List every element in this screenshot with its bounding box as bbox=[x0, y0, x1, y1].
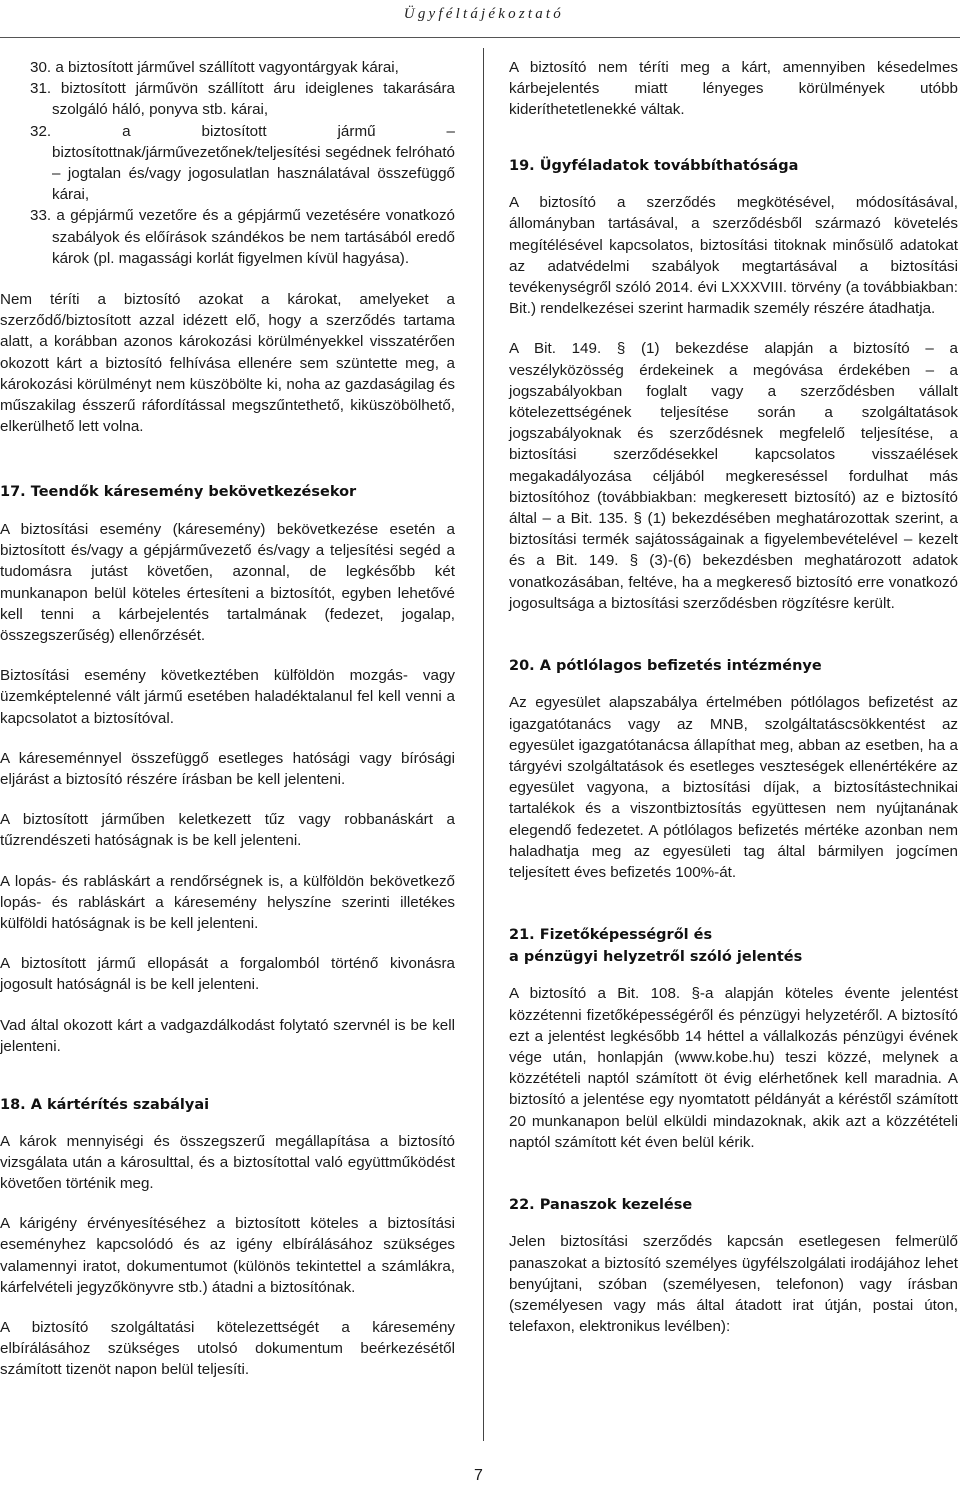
exclusion-item-30: 30. a biztosított járművel szállított vagyontárgyak kárai, bbox=[30, 59, 399, 76]
section-17-paragraph: A káreseménnyel összefüggő esetleges hatósági vagy bírósági eljárást a biztosító részére írásban be kell jelenteni. bbox=[0, 749, 455, 788]
exclusion-paragraph: Nem téríti a biztosító azokat a károkat, amelyeket a szerződő/biztosított azzal idézett elő, hogy a szerződés tartama alatt, a korábban azonos károkozási körülményekkel visszatérően okozott kárt a biztosító felhívása ellenére sem szüntette meg, a károkozási körülményt nem küszöbölte ki, noha az gazdaságilag és műszakilag ésszerű ráfordítással megszűntethető, kiküszöbölhető, elkerülhető lett volna. bbox=[0, 291, 455, 436]
page-number: 7 bbox=[474, 1467, 483, 1484]
section-21-title-line2: a pénzügyi helyzetről szóló jelentés bbox=[509, 948, 803, 965]
section-21-paragraph: A biztosító a Bit. 108. §-a alapján köteles évente jelentést közzétenni fizetőképességéről és pénzügyi helyzetéről. A biztosító ezt a jelentést legkésőbb 14 héttel a vállalkozás pénzügyi évének vége után, honlapján (www.kobe.hu) teszi közzé, melynek a közzétételi naptól számított öt évig elérhetőnek kell maradnia. A biztosító a jelentése egy nyomtatott példányát a kéréstől számított 20 munkanapon belül elküldi mindazoknak, akik azt a közzétételi naptól számított két éven belül kérik. bbox=[509, 985, 958, 1151]
left-column bbox=[0, 57, 455, 1381]
exclusion-item-31: 31. biztosított járművön szállított áru ideiglenes takarására szolgáló háló, ponyva stb. kárai, bbox=[30, 80, 455, 119]
section-18-paragraph: A kárigény érvényesítéséhez a biztosított köteles a biztosítási eseményhez kapcsolódó és az igény elbírálásához szükséges valamennyi iratot, dokumentumot (különös tekintettel a számlákra, kárfelvételi jegyzőkönyvre stb.) átadni a biztosítónak. bbox=[0, 1215, 455, 1296]
section-18-paragraph: A biztosító szolgáltatási kötelezettségét a káresemény elbírálásához szükséges utolsó dokumentum beérkezésétől számított tizenöt napon belül teljesíti. bbox=[0, 1318, 455, 1379]
section-20-title: 20. A pótlólagos befizetés intézménye bbox=[509, 657, 822, 674]
section-17-paragraph: A lopás- és rabláskárt a rendőrségnek is, a külföldön bekövetkező lopás- és rabláskárt a káresemény helyszíne szerinti illetékes külföldi hatóságnak is be kell jelenteni. bbox=[0, 872, 455, 932]
running-header: Ügyféltájékoztató bbox=[403, 6, 564, 22]
section-18-paragraph: A károk mennyiségi és összegszerű megállapítása a biztosító vizsgálata után a károsulttal, és a biztosítottal való együttműködést követően történik meg. bbox=[0, 1132, 455, 1192]
section-18-title: 18. A kártérítés szabályai bbox=[0, 1097, 210, 1114]
section-20-paragraph: Az egyesület alapszabálya értelmében pótlólagos befizetést az igazgatótanács vagy az MNB, szolgáltatáscsökkentést az egyesület igazgatótanácsa állapíthat meg, abban az esetben, ha a tárgyévi szolgáltatások és esetleges veszteségek ellenértékére az egyesület vagyona, a biztosítási díjak, a biztosítástechnikai tartalékok és a viszontbiztosítás együttesen nem nyújtanának elegendő fedezetet. A pótlólagos befizetés mértéke azonban nem haladhatja meg az egyesületi tag által bármilyen jogcímen teljesített éves befizetés 100%-át. bbox=[509, 694, 958, 882]
section-19-title: 19. Ügyféladatok továbbíthatósága bbox=[509, 157, 799, 174]
exclusion-item-33: 33. a gépjármű vezetőre és a gépjármű vezetésére vonatkozó szabályok és előírások szándékos be nem tartásából eredő károk (pl. magassági korlát figyelmen kívül hagyása). bbox=[30, 207, 455, 267]
section-22-title: 22. Panaszok kezelése bbox=[509, 1196, 693, 1213]
exclusion-item-32: 32. a biztosított jármű – biztosítottnak/járművezetőnek/teljesítési segédnek felróható – jogtalan és/vagy jogosulatlan használatával összefüggő kárai, bbox=[30, 122, 455, 204]
section-17-paragraph: Biztosítási esemény következtében külföldön mozgás- vagy üzemképtelenné vált jármű esetében haladéktalanul fel kell venni a kapcsolatot a biztosítóval. bbox=[0, 667, 455, 727]
section-19-paragraph: A biztosító a szerződés megkötésével, módosításával, állományban tartásával, a szerződésből származó követelés megítélésével kapcsolatos, biztosítási titoknak minősülő adatokat az adatvédelmi szabályok megtartásával a biztosítási tevékenységről szóló 2014. évi LXXXVIII. törvény (a továbbiakban: Bit.) rendelkezései szerint harmadik személy részére átadhatja. bbox=[509, 194, 958, 318]
section-21-title bbox=[509, 925, 958, 968]
section-17-paragraph: A biztosított jármű ellopását a forgalomból történő kivonásra jogosult hatóságnál is be kell jelenteni. bbox=[0, 955, 455, 994]
right-column bbox=[509, 57, 958, 1337]
section-22-paragraph: Jelen biztosítási szerződés kapcsán esetlegesen felmerülő panaszokat a biztosító személyes ügyfélszolgálati irodájához lehet benyújtani, szóban (személyesen, telefonon) vagy írásban (személyesen vagy más által átadott irat útján, postai úton, telefaxon, elektronikus levélben): bbox=[509, 1233, 958, 1336]
section-17-paragraph: A biztosítási esemény (káresemény) bekövetkezése esetén a biztosított és/vagy a gépjárművezető és/vagy a teljesítési segéd a tudomásra jutást követően, azonnal, de legkésőbb két munkanapon belül köteles értesíteni a biztosítót, egyben lehetővé kell tenni a kárbejelentés tartalmának (fedezet, jogalap, összegszerűség) ellenőrzését. bbox=[0, 520, 455, 644]
column-divider bbox=[483, 48, 484, 1441]
section-17-title: 17. Teendők káresemény bekövetkezésekor bbox=[0, 484, 357, 501]
section-17-paragraph: A biztosított járműben keletkezett tűz vagy robbanáskárt a tűzrendészeti hatóságnak is be kell jelenteni. bbox=[0, 811, 455, 850]
section-19-paragraph: A Bit. 149. § (1) bekezdése alapján a biztosító – a veszélyközösség érdekeinek a megóvása érdekében – a jogszabályokban foglalt vagy a szerződésben vállalt kötelezettségének teljesítése során a szolgáltatások jogszabályoknak és szerződésnek megfelelő teljesítése, a biztosítási szerződésekkel kapcsolatos visszaélések megakadályozása céljából megkereséssel fordulhat más biztosítóhoz (továbbiakban: megkeresett biztosító) az e biztosító által – a Bit. 135. § (1) bekezdésében meghatározottak szerint, a biztosítási termék sajátosságainak a figyelembevételével – kezelt és a Bit. 149. § (3)-(6) bekezdésben meghatározott adatok vonatkozásában, feltéve, ha a megkereső biztosító erre vonatkozó jogosultsága a biztosítási szerződésben rögzítésre került. bbox=[509, 340, 958, 612]
section-21-title-line1: 21. Fizetőképességről és bbox=[509, 927, 713, 944]
late-notification-paragraph: A biztosító nem téríti meg a kárt, amennyiben késedelmes kárbejelentés miatt lényeges körülmények utóbb kideríthetetlenekké váltak. bbox=[509, 59, 958, 119]
header-rule bbox=[0, 37, 960, 38]
section-17-paragraph: Vad által okozott kárt a vadgazdálkodást folytató szervnél is be kell jelenteni. bbox=[0, 1016, 455, 1055]
